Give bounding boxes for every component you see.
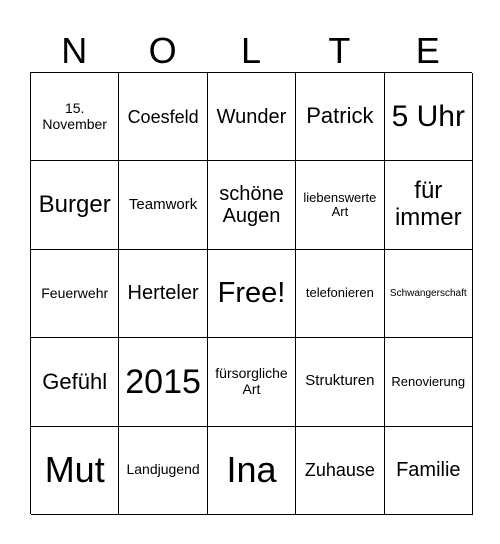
bingo-cell[interactable]: Mut	[31, 427, 119, 515]
bingo-cell[interactable]: Familie	[385, 427, 473, 515]
header-letter-l: L	[240, 30, 261, 71]
bingo-cell[interactable]: Patrick	[296, 73, 384, 161]
bingo-cell[interactable]: 5 Uhr	[385, 73, 473, 161]
bingo-cell[interactable]: Gefühl	[31, 338, 119, 426]
bingo-cell[interactable]: Herteler	[119, 250, 207, 338]
header-letter-n: N	[61, 30, 88, 71]
bingo-cell[interactable]: Landjugend	[119, 427, 207, 515]
bingo-header	[30, 30, 472, 72]
bingo-cell[interactable]: Ina	[208, 427, 296, 515]
bingo-cell[interactable]: Schwangerschaft	[385, 250, 473, 338]
bingo-card	[30, 72, 472, 514]
bingo-cell[interactable]: Zuhause	[296, 427, 384, 515]
header-letter-e: E	[415, 30, 440, 71]
header-letter-t: T	[328, 30, 351, 71]
bingo-cell[interactable]: Coesfeld	[119, 73, 207, 161]
header-letter-o: O	[148, 30, 177, 71]
bingo-cell[interactable]: schöne Augen	[208, 161, 296, 249]
bingo-cell[interactable]: telefonieren	[296, 250, 384, 338]
bingo-cell[interactable]: Teamwork	[119, 161, 207, 249]
bingo-cell[interactable]: liebenswerte Art	[296, 161, 384, 249]
bingo-cell[interactable]: Renovierung	[385, 338, 473, 426]
bingo-cell[interactable]: Feuerwehr	[31, 250, 119, 338]
free-space[interactable]: Free!	[208, 250, 296, 338]
bingo-cell[interactable]: Burger	[31, 161, 119, 249]
bingo-cell[interactable]: für immer	[385, 161, 473, 249]
bingo-cell[interactable]: fürsorgliche Art	[208, 338, 296, 426]
bingo-cell[interactable]: 15. November	[31, 73, 119, 161]
bingo-cell[interactable]: 2015	[119, 338, 207, 426]
bingo-cell[interactable]: Strukturen	[296, 338, 384, 426]
bingo-cell[interactable]: Wunder	[208, 73, 296, 161]
